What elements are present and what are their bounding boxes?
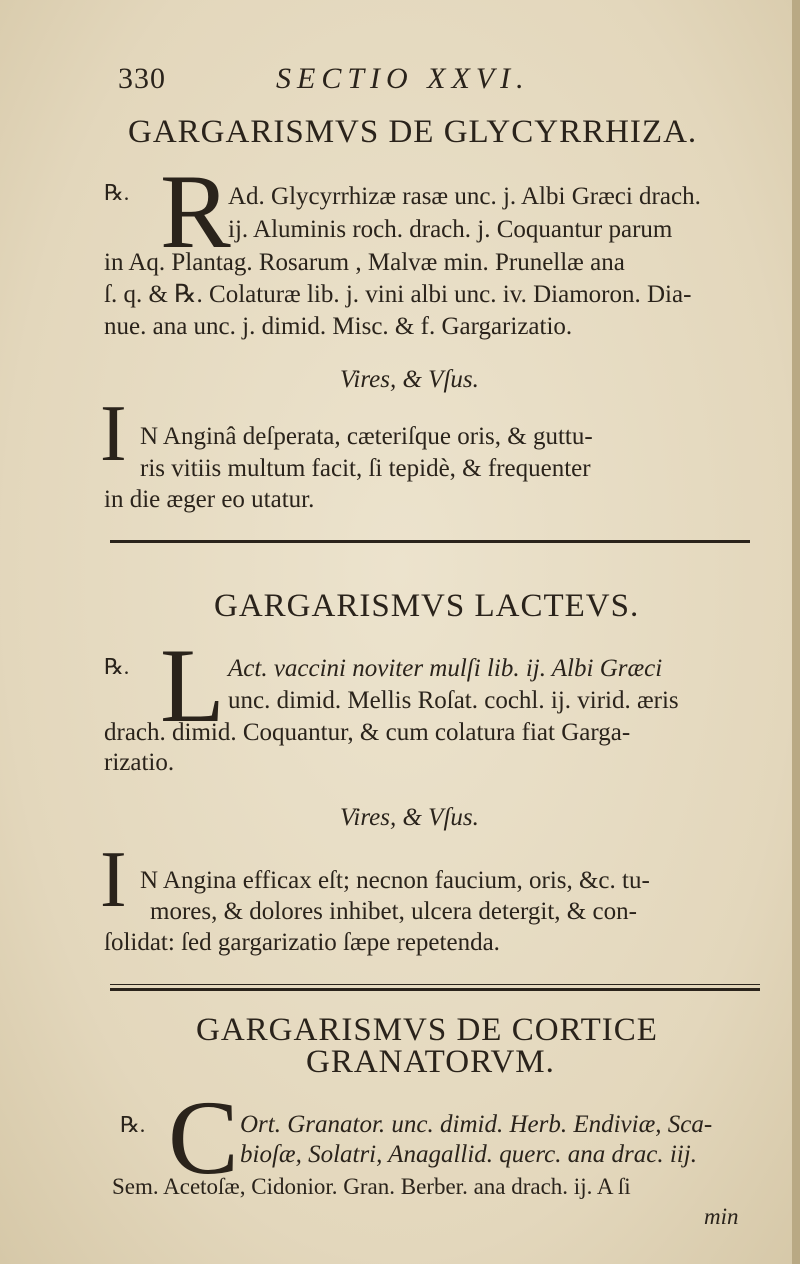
text-line: ij. Aluminis roch. drach. j. Coquantur parum bbox=[228, 216, 673, 243]
text-line: rizatio. bbox=[104, 749, 175, 776]
text-line: in Aq. Plantag. Rosarum , Malvæ min. Prunellæ ana bbox=[104, 249, 625, 276]
drop-cap: R bbox=[160, 153, 231, 270]
text-line: N Angina efficax eſt; necnon faucium, oris, &c. tu- bbox=[140, 867, 650, 894]
vires-heading: Vires, & Vſus. bbox=[340, 804, 479, 831]
text-line: in die æger eo utatur. bbox=[104, 486, 315, 513]
text-line: Sem. Acetoſæ, Cidonior. Gran. Berber. ana drach. ij. A ſi bbox=[112, 1174, 631, 1199]
text-line: Ad. Glycyrrhizæ rasæ unc. j. Albi Græci drach. bbox=[228, 183, 701, 210]
recipe-symbol: ℞. bbox=[104, 654, 130, 679]
section-title: GARGARISMVS LACTEVS. bbox=[214, 588, 640, 624]
divider-rule bbox=[110, 540, 750, 543]
page-number: 330 bbox=[118, 62, 166, 95]
divider-rule-top bbox=[110, 984, 760, 985]
recipe-symbol: ℞. bbox=[104, 180, 130, 205]
catchword: min bbox=[704, 1204, 739, 1229]
section-title: GARGARISMVS DE GLYCYRRHIZA. bbox=[128, 114, 698, 150]
text-line: Act. vaccini noviter mulſi lib. ij. Albi Græci bbox=[228, 655, 663, 682]
drop-cap: I bbox=[100, 390, 127, 478]
drop-cap: C bbox=[168, 1079, 239, 1196]
divider-rule bbox=[110, 988, 760, 991]
section-title: GARGARISMVS DE CORTICE bbox=[196, 1012, 658, 1048]
text-line: mores, & dolores inhibet, ulcera detergit, & con- bbox=[150, 898, 637, 925]
drop-cap: I bbox=[100, 836, 127, 924]
text-line: drach. dimid. Coquantur, & cum colatura fiat Garga- bbox=[104, 719, 631, 746]
drop-cap: L bbox=[160, 627, 225, 744]
section-title-continued: GRANATORVM. bbox=[306, 1044, 555, 1080]
text-line: unc. dimid. Mellis Roſat. cochl. ij. virid. æris bbox=[228, 687, 679, 714]
text-line: ris vitiis multum facit, ſi tepidè, & frequenter bbox=[140, 455, 591, 482]
text-line: ſ. q. & ℞. Colaturæ lib. j. vini albi unc. iv. Diamoron. Dia- bbox=[104, 281, 692, 308]
text-line: nue. ana unc. j. dimid. Misc. & f. Gargarizatio. bbox=[104, 313, 573, 340]
text-line: bioſæ, Solatri, Anagallid. querc. ana drac. iij. bbox=[240, 1141, 697, 1168]
running-title: SECTIO XXVI. bbox=[276, 62, 530, 95]
text-line: N Anginâ deſperata, cæteriſque oris, & guttu- bbox=[140, 423, 593, 450]
page-edge bbox=[792, 0, 800, 1264]
text-line: ſolidat: ſed gargarizatio ſæpe repetenda. bbox=[104, 929, 500, 956]
text-line: Ort. Granator. unc. dimid. Herb. Endiviæ, Sca- bbox=[240, 1111, 713, 1138]
vires-heading: Vires, & Vſus. bbox=[340, 366, 479, 393]
recipe-symbol: ℞. bbox=[120, 1112, 146, 1137]
